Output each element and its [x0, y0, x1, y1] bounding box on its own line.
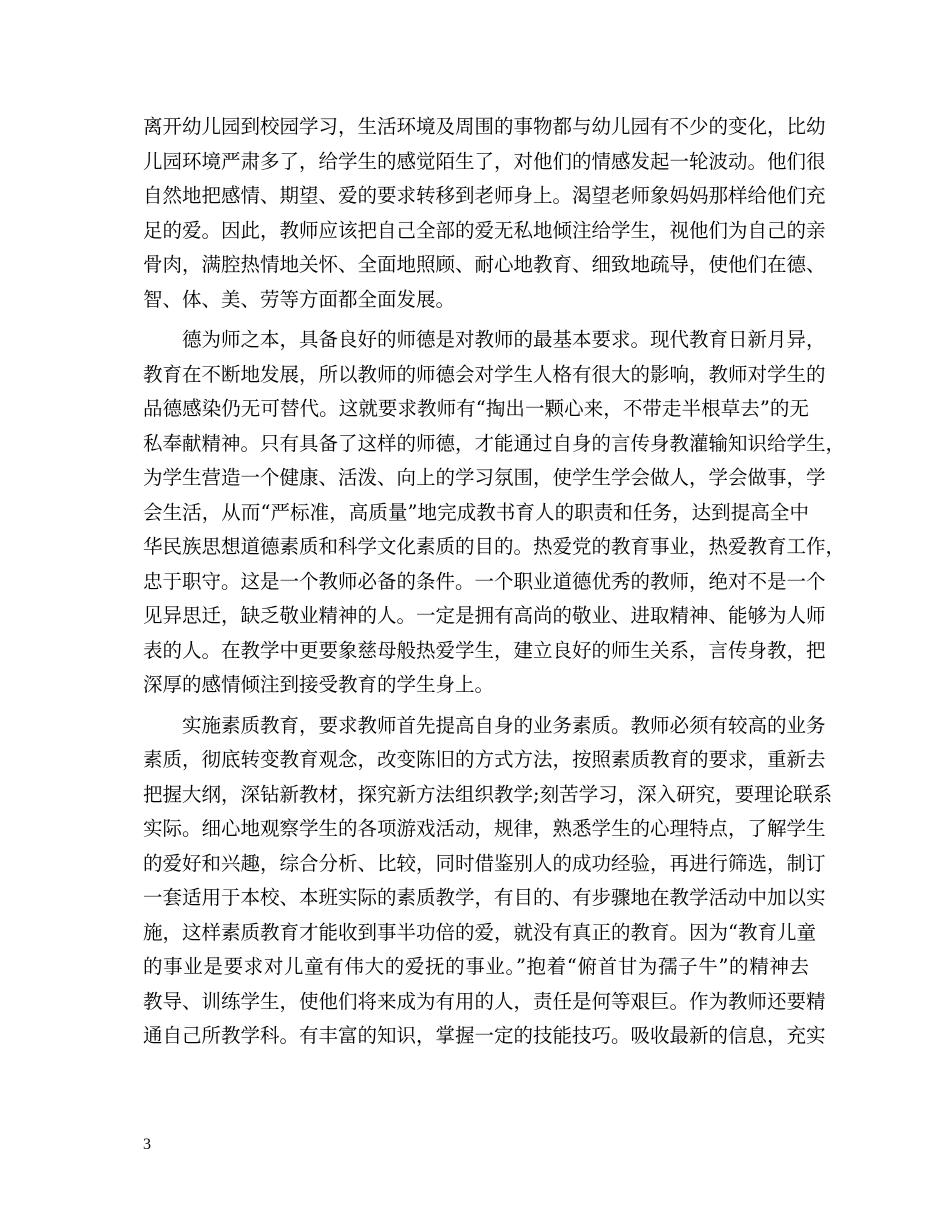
paragraph-line: 一套适用于本校、本班实际的素质教学，有目的、有步骤地在教学活动中加以实	[143, 886, 826, 909]
paragraph-line: 深厚的感情倾注到接受教育的学生身上。	[143, 673, 495, 696]
paragraph-line: 儿园环境严肃多了，给学生的感觉陌生了，对他们的情感发起一轮波动。他们很	[143, 149, 826, 173]
paragraph-line: 华民族思想道德素质和科学文化素质的目的。热爱党的教育事业，热爱教育工作，	[143, 535, 846, 558]
paragraph	[143, 323, 846, 703]
paragraph-line: 把握大纲，深钻新教材，探究新方法组织教学;刻苦学习，深入研究，要理论联系	[143, 782, 833, 806]
paragraph-line: 素质，彻底转变教育观念，改变陈旧的方式方法，按照素质教育的要求，重新去	[143, 748, 826, 771]
paragraph-line: 品德感染仍无可替代。这就要求教师有“掏出一颗心来，不带走半根草去”的无	[143, 397, 809, 420]
paragraph-line: 教导、训练学生，使他们将来成为有用的人，责任是何等艰巨。作为教师还要精	[143, 989, 826, 1013]
paragraph-line: 私奉献精神。只有具备了这样的师德，才能通过自身的言传身教灌输知识给学生，	[143, 431, 846, 455]
paragraph	[143, 709, 833, 1054]
paragraph-line: 自然地把感情、期望、爱的要求转移到老师身上。渴望老师象妈妈那样给他们充	[143, 184, 826, 207]
document-body	[143, 110, 846, 1054]
paragraph-line: 通自己所教学科。有丰富的知识，掌握一定的技能技巧。吸收最新的信息，充实	[143, 1024, 826, 1047]
paragraph-line: 为学生营造一个健康、活泼、向上的学习氛围，使学生学会做人，学会做事，学	[143, 466, 826, 489]
paragraph-line: 离开幼儿园到校园学习，生活环境及周围的事物都与幼儿园有不少的变化，比幼	[143, 115, 826, 138]
paragraph	[143, 110, 826, 317]
paragraph-line: 骨肉，满腔热情地关怀、全面地照顾、耐心地教育、细致地疏导，使他们在德、	[143, 253, 826, 276]
paragraph-line: 的爱好和兴趣，综合分析、比较，同时借鉴别人的成功经验，再进行筛选，制订	[143, 851, 826, 875]
paragraph-line: 会生活，从而“严标准，高质量”地完成教书育人的职责和任务，达到提高全中	[143, 500, 809, 524]
paragraph-line: 教育在不断地发展，所以教师的师德会对学生人格有很大的影响，教师对学生的	[143, 362, 826, 386]
page-number: 3	[143, 1136, 151, 1153]
paragraph-line: 见异思迁，缺乏敬业精神的人。一定是拥有高尚的敬业、进取精神、能够为人师	[143, 604, 826, 627]
paragraph-line: 表的人。在教学中更要象慈母般热爱学生，建立良好的师生关系，言传身教，把	[143, 638, 826, 662]
paragraph-line: 智、体、美、劳等方面都全面发展。	[143, 287, 456, 311]
paragraph-line: 施，这样素质教育才能收到事半功倍的爱，就没有真正的教育。因为“教育儿童	[143, 920, 816, 944]
paragraph-line: 的事业是要求对儿童有伟大的爱抚的事业。”抱着“俯首甘为孺子牛”的精神去	[143, 955, 809, 978]
paragraph-line: 忠于职守。这是一个教师必备的条件。一个职业道德优秀的教师，绝对不是一个	[143, 569, 826, 593]
paragraph-line: 实施素质教育，要求教师首先提高自身的业务素质。教师必须有较高的业务	[182, 713, 826, 737]
paragraph-line: 足的爱。因此，教师应该把自己全部的爱无私地倾注给学生，视他们为自己的亲	[143, 218, 826, 242]
paragraph-line: 实际。细心地观察学生的各项游戏活动，规律，熟悉学生的心理特点，了解学生	[143, 817, 826, 840]
paragraph-line: 德为师之本，具备良好的师德是对教师的最基本要求。现代教育日新月异，	[182, 328, 826, 351]
